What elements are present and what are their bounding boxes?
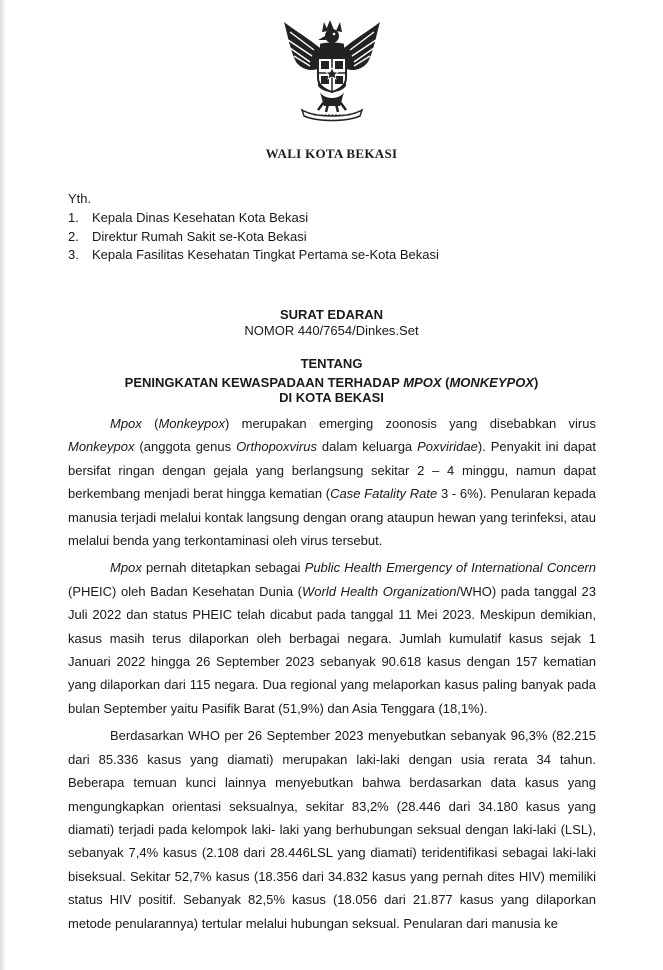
list-item	[68, 228, 439, 247]
subject-line-2: DI KOTA BEKASI	[279, 390, 384, 405]
paragraph-1	[68, 412, 596, 552]
p2-s1: Mpox	[110, 560, 142, 576]
p1-s3: Monkeypox	[158, 416, 225, 431]
recipient-text: Kepala Dinas Kesehatan Kota Bekasi	[92, 210, 309, 225]
p2-s5: World Health Organization	[302, 583, 457, 599]
list-item	[68, 209, 439, 228]
p2-s6: /WHO) pada tanggal 23 Juli 2022 dan status PHEIC telah dicabut pada tanggal 11 Mei 2023. Meskipun demikian, kasus masih terus dilaporkan oleh berbagai negara. Jumlah kumulatif kasus sejak 1 Januari 2022 hingga 26 September 2023 sebanyak 90.618 kasus dengan 157 kematian yang dilaporkan dari 115 negara. Dua regional yang melaporkan kasus paling banyak pada bulan September yaitu Pasifik Barat (51,9%) dan Asia Tenggara (18,1%).	[68, 583, 596, 716]
document-number: NOMOR 440/7654/Dinkes.Set	[244, 323, 419, 338]
list-number: 1.	[68, 210, 79, 225]
garuda-pancasila-emblem-icon	[280, 16, 384, 122]
subject-close: )	[533, 375, 539, 390]
paragraph-3: Berdasarkan WHO per 26 September 2023 menyebutkan sebanyak 96,3% (82.215 dari 85.336 kasus yang diamati) merupakan laki-laki dengan usia rerata 34 tahun. Beberapa temuan kunci lainnya menyebutkan bahwa berdasarkan data kasus yang mengungkapkan orientasi seksualnya, sekitar 83,2% (28.446 dari 34.180 kasus yang diamati) terjadi pada kelompok laki- laki yang berhubungan seksual dengan laki-laki (LSL), sebanyak 7,4% kasus (2.108 dari 28.446LSL yang diamati) teridentifikasi sebagai laki-laki biseksual. Sekitar 52,7% kasus (18.356 dari 34.832 kasus yang pernah dites HIV) memiliki status HIV positif. Sebanyak 82,5% kasus (18.056 dari 21.877 kasus yang dilaporkan metode penularannya) tertular melalui hubungan seksual. Penularan dari manusia ke	[68, 728, 596, 931]
p1-s7: Orthopoxvirus	[236, 439, 317, 455]
recipient-text: Direktur Rumah Sakit se-Kota Bekasi	[92, 228, 307, 244]
recipient-text: Kepala Fasilitas Kesehatan Tingkat Pertama se-Kota Bekasi	[92, 247, 439, 262]
list-number: 3.	[68, 247, 79, 262]
body-text	[68, 412, 596, 939]
p1-s1: Mpox	[110, 416, 142, 431]
subject-mpox: MPOX	[403, 375, 442, 390]
paragraph-2	[68, 556, 596, 720]
list-item	[68, 246, 439, 265]
subject-open: (	[441, 375, 450, 390]
p1-s11: Case Fatality Rate	[330, 486, 438, 502]
p1-s4: ) merupakan emerging zoonosis yang disebabkan virus	[224, 416, 596, 431]
about-label: TENTANG	[300, 356, 363, 371]
p1-s2: (	[141, 416, 159, 431]
list-number: 2.	[68, 228, 79, 244]
subject-line	[0, 375, 663, 390]
p1-s12: 3 - 6%). Penularan kepada manusia terjadi melalui kontak langsung dengan orang ataupun hewan yang terinfeksi, atau melalui benda yang terkontaminasi oleh virus tersebut.	[68, 486, 596, 549]
p2-s2: pernah ditetapkan sebagai	[141, 560, 305, 576]
p2-s3: Public Health Emergency of International Concern	[304, 560, 596, 576]
document-type: SURAT EDARAN	[279, 307, 384, 322]
p1-s10: ). Penyakit ini dapat bersifat ringan dengan gejala yang berlangsung sekitar 2 – 4 minggu, namun dapat berkembang menjadi berat hingga kematian (	[68, 439, 596, 502]
subject-monkeypox: MONKEYPOX	[449, 375, 534, 390]
p1-s6: (anggota genus	[134, 439, 237, 455]
subject-prefix: PENINGKATAN KEWASPADAAN TERHADAP	[124, 375, 404, 390]
p1-s8: dalam keluarga	[316, 439, 418, 455]
salutation: Yth.	[68, 191, 92, 206]
p1-s9: Poxviridae	[417, 439, 478, 455]
p2-s4: (PHEIC) oleh Badan Kesehatan Dunia (	[68, 583, 303, 599]
issuer-title: WALI KOTA BEKASI	[265, 146, 398, 161]
recipient-list	[68, 209, 439, 265]
p1-s5: Monkeypox	[68, 439, 135, 455]
